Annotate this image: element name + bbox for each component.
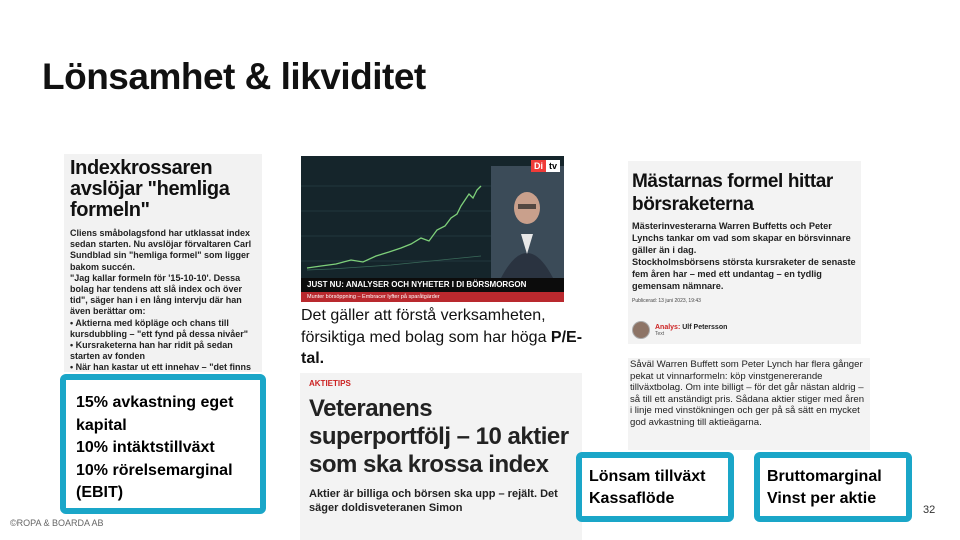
published-date: Publicerad: 13 juni 2023, 19:43 [632,298,701,304]
article-clipping-masters [628,161,861,344]
highlight-box-margin [754,452,912,522]
di-tv-logo: Di tv [531,160,560,172]
highlight-box-growth [576,452,734,522]
article-tag: AKTIETIPS [309,379,351,388]
avatar [632,321,650,339]
video-caption: Det gäller att förstå verksamheten, försiktiga med bolag som har höga P/E-tal. [301,307,583,367]
growth-text: Lönsam tillväxt Kassaflöde [589,468,706,507]
page-number: 32 [923,504,936,516]
clipping-body: Cliens småbolagsfond har utklassat index sedan starten. Nu avslöjar förvaltaren Carl Sundblad sin "hemliga formel" som ligger bakom succén. "Jag kallar formeln för '15-10-10'. Dessa bolag har tendens att slå index och över tid", säger han i en lång intervju där han även berättar om: • Aktierna med köpläge och chans till kursdubbling – "ett fynd på dessa nivåer" • Kursraketerna han har ridit på sedan starten av fonden • När han kastar ut ett innehav – "det finns [70,228,252,372]
slide-title: Lönsamhet & likviditet [42,56,426,97]
video-banner: JUST NU: ANALYSER OCH NYHETER I DI BÖRSMORGON [301,278,564,292]
quote-text: Såväl Warren Buffett som Peter Lynch har flera gånger pekat ut vinnarformeln: köp vinstgenererande tillväxtbolag. Om inte billigt – för det går nästan aldrig – så till ett anständigt pris. Sådana aktier stiger med åren i linje med vinstökningen och ger på så sätt en mycket god avkastning till aktieägarna. [630,359,865,428]
highlight-box-formula [60,374,266,514]
video-thumbnail[interactable] [301,156,564,302]
clipping-body: Mästerinvesterarna Warren Buffetts och Peter Lynchs tankar om vad som skapar en börsvinnare gäller än i dag. Stockholmsbörsens största kursraketer de senaste fem åren har – med ett undantag – en tydlig gemensam nämnare. [632,221,856,291]
article-clipping-index [64,154,262,372]
clipping-headline: Mästarnas formel hittar börsraketerna [632,171,833,215]
margin-text: Bruttomarginal Vinst per aktie [767,468,882,507]
copyright-footer: ©ROPA & BOARDA AB [10,518,104,528]
article-clipping-veteran [300,373,582,540]
video-subbanner: Munter börsöppning – Embracer lyfter på sparåtgärder [301,292,564,302]
clipping-headline: Indexkrossaren avslöjar "hemliga formeln" [70,157,230,221]
formula-text: 15% avkastning eget kapital 10% intäktstillväxt 10% rörelsemarginal (EBIT) [76,394,234,501]
article-quote-clipping [628,358,870,450]
author-byline: Analys: Ulf Petersson Text [632,321,727,339]
clipping-body: Aktier är billiga och börsen ska upp – rejält. Det säger doldisveteranen Simon [309,488,558,514]
clipping-headline: Veteranens superportfölj – 10 aktier som ska krossa index [309,395,569,478]
